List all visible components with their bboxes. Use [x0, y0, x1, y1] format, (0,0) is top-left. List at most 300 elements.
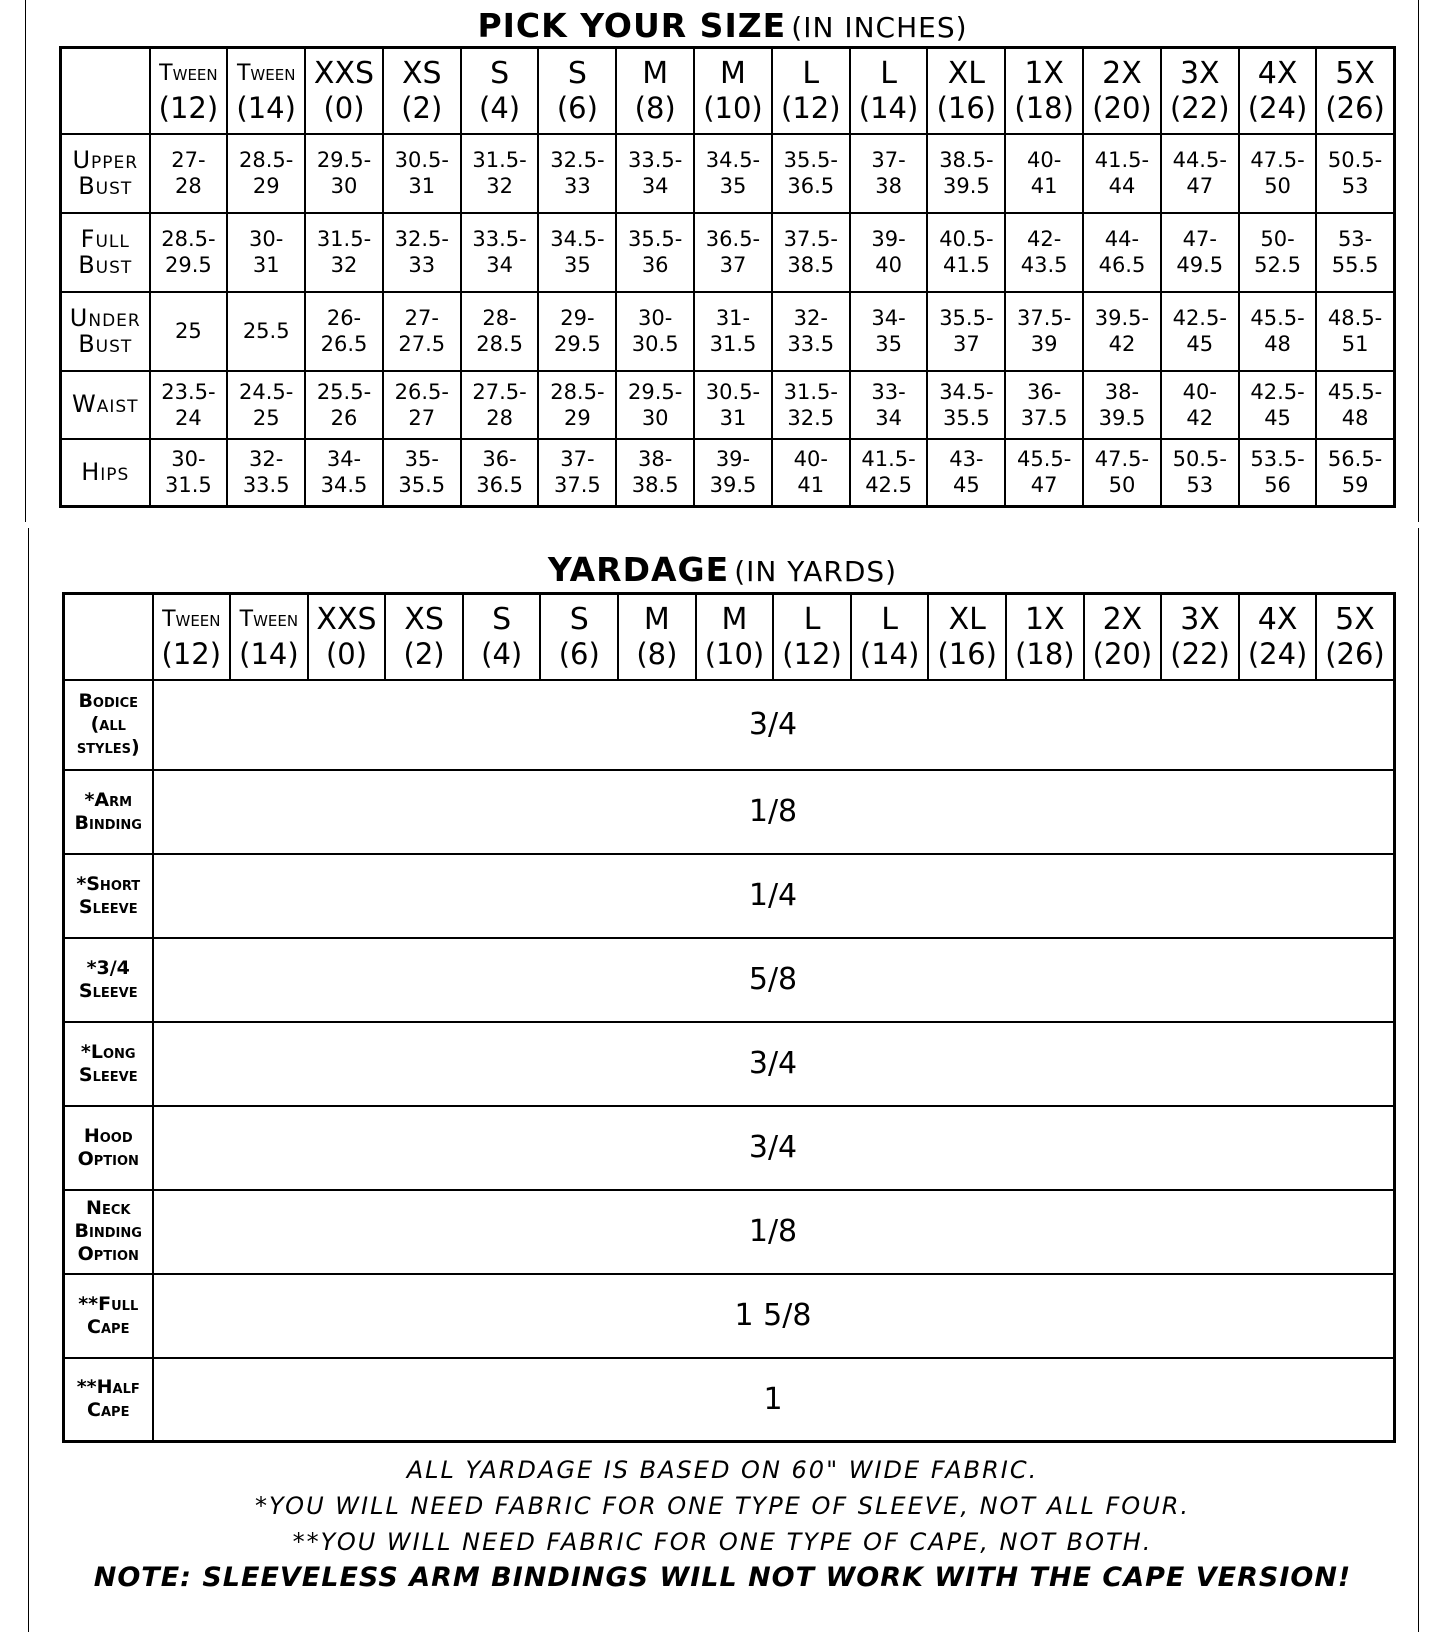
measurement-value-line: 49.5 [1176, 253, 1224, 277]
size-chart-cell [150, 439, 228, 507]
measurement-value-line: 39- [715, 447, 751, 472]
size-chart-cell [461, 371, 539, 439]
size-chart-row [61, 371, 1395, 439]
yardage-item-label-line: Sleeve [78, 1063, 138, 1086]
yardage-col-header [1006, 594, 1084, 680]
yardage-row-label [64, 854, 153, 938]
measurement-value-line: 35.5- [783, 148, 838, 172]
size-chart-cell [383, 371, 461, 439]
measurement-value-line: 30- [638, 306, 673, 330]
measurement-value-line: 29.5 [165, 253, 212, 277]
yardage-item-label-line: Sleeve [78, 979, 138, 1002]
measurement-value-line: 35.5- [628, 227, 683, 251]
yardage-title-text: YARDAGE [547, 550, 730, 589]
size-chart-cell [1316, 371, 1394, 439]
size-chart-cell [1005, 439, 1083, 507]
size-number: (6) [558, 636, 600, 671]
measurement-value-line: 45.5- [1250, 306, 1305, 330]
yardage-col-header [1239, 594, 1317, 680]
measurement-value-line: 27- [404, 306, 439, 330]
size-chart-header-corner [61, 48, 150, 134]
size-chart-cell [772, 439, 850, 507]
size-chart-table [59, 46, 1396, 508]
yardage-row [64, 938, 1395, 1022]
yardage-row [64, 680, 1395, 770]
size-label: 2X [1102, 601, 1143, 637]
measurement-value-line: 40.5- [939, 227, 994, 251]
measurement-value-line: 37 [719, 253, 747, 277]
measurement-value-line: 37.5 [1020, 405, 1068, 430]
measurement-value-line: 25 [175, 319, 202, 343]
yardage-col-header [463, 594, 541, 680]
size-number: (18) [1015, 636, 1075, 671]
yardage-item-label-line: Sleeve [78, 895, 138, 918]
size-chart-cell [1161, 439, 1239, 507]
measurement-value-line: 30- [249, 227, 284, 251]
yardage-item-label-line: Neck [86, 1197, 131, 1219]
size-number: (4) [481, 636, 523, 671]
yardage-col-header [540, 594, 618, 680]
size-chart-cell [227, 439, 305, 507]
size-chart-col-header [461, 48, 539, 134]
measurement-value-line: 24.5- [239, 379, 294, 404]
measurement-value-line: 36- [482, 447, 517, 472]
measurement-value-line: 31.5 [709, 332, 757, 356]
size-number: (0) [325, 636, 368, 671]
size-chart-cell [1316, 439, 1394, 507]
measurement-label-line: Bust [78, 251, 133, 279]
size-number: (0) [323, 90, 365, 125]
measurement-value-line: 27.5 [398, 332, 446, 356]
measurement-value-line: 29- [560, 306, 595, 330]
measurement-value-line: 34.5 [320, 473, 368, 498]
yardage-col-header [851, 594, 929, 680]
size-number: (12) [782, 636, 842, 671]
size-chart-cell [1083, 134, 1161, 213]
size-chart-cell [227, 292, 305, 371]
measurement-value-line: 36 [641, 253, 669, 277]
measurement-value-line: 34 [486, 253, 513, 277]
measurement-value-line: 36.5 [476, 473, 523, 498]
measurement-value-line: 47.5- [1250, 148, 1305, 172]
yardage-col-header [773, 594, 851, 680]
size-chart-cell [538, 292, 616, 371]
yardage-table [62, 592, 1396, 1443]
size-label: Tween [236, 60, 296, 86]
measurement-value-line: 45 [953, 473, 980, 498]
measurement-value-line: 39.5 [942, 174, 990, 198]
measurement-value-line: 37 [953, 332, 980, 356]
size-label: S [490, 55, 510, 91]
size-label: Tween [239, 606, 299, 632]
measurement-value-line: 45 [1186, 332, 1214, 356]
size-chart-header-row [61, 48, 1395, 134]
size-chart-cell [616, 371, 694, 439]
measurement-value-line: 44.5- [1172, 148, 1227, 172]
yardage-amount: 5/8 [748, 962, 798, 997]
measurement-value-line: 34.5- [939, 379, 994, 404]
size-chart-cell [850, 371, 928, 439]
size-chart-cell [1239, 371, 1317, 439]
measurement-value-line: 24 [175, 405, 202, 430]
size-chart-cell [1083, 292, 1161, 371]
size-label: 5X [1335, 55, 1375, 91]
measurement-value-line: 34.5- [550, 227, 605, 251]
measurement-value-line: 39.5 [709, 473, 757, 498]
measurement-value-line: 33 [564, 174, 591, 198]
size-chart-cell [383, 213, 461, 292]
size-chart-cell [461, 292, 539, 371]
measurement-value-line: 34 [641, 174, 669, 198]
measurement-value-line: 34.5- [705, 148, 761, 172]
measurement-value-line: 53- [1337, 227, 1373, 251]
size-chart-cell [305, 371, 383, 439]
yardage-value [153, 1106, 1395, 1190]
size-chart-cell [383, 134, 461, 213]
measurement-value-line: 42.5- [1172, 306, 1227, 330]
yardage-item-label-line: **Full [78, 1292, 139, 1315]
size-chart-col-header [538, 48, 616, 134]
size-chart-cell [1083, 371, 1161, 439]
size-number: (10) [704, 636, 765, 671]
size-chart-cell [305, 134, 383, 213]
yardage-row [64, 1190, 1395, 1274]
yardage-row [64, 1022, 1395, 1106]
measurement-value-line: 42.5 [865, 473, 912, 498]
yardage-value [153, 1190, 1395, 1274]
yardage-row-label [64, 1274, 153, 1358]
size-label: 4X [1257, 601, 1298, 637]
size-label: XS [401, 55, 442, 91]
measurement-value-line: 56.5- [1327, 447, 1383, 472]
measurement-value-line: 38- [1104, 379, 1140, 404]
yardage-col-header [308, 594, 386, 680]
measurement-value-line: 32- [249, 447, 284, 472]
measurement-value-line: 31.5- [783, 379, 838, 404]
yardage-subtitle: (IN YARDS) [734, 555, 898, 588]
measurement-value-line: 41.5- [1094, 148, 1150, 172]
measurement-value-line: 32- [793, 306, 828, 330]
measurement-value-line: 47.5- [1094, 447, 1150, 472]
size-number: (4) [479, 90, 521, 125]
measurement-value-line: 40- [1182, 379, 1217, 404]
yardage-col-header [1161, 594, 1239, 680]
measurement-value-line: 48.5- [1327, 306, 1383, 330]
size-number: (12) [781, 90, 841, 125]
size-number: (6) [556, 90, 598, 125]
yardage-col-header [1316, 594, 1394, 680]
measurement-value-line: 48 [1341, 405, 1369, 430]
measurement-value-line: 33 [408, 253, 436, 277]
measurement-value-line: 35.5- [939, 306, 994, 330]
size-number: (20) [1092, 90, 1152, 125]
size-chart-cell [305, 292, 383, 371]
measurement-value-line: 41 [1030, 174, 1058, 198]
measurement-value-line: 26.5 [320, 332, 368, 356]
yardage-col-header [230, 594, 308, 680]
size-chart-row-label [61, 213, 150, 292]
yardage-item-label-line: (all [90, 713, 126, 735]
yardage-item-label-line: *3/4 [86, 956, 130, 979]
measurement-value-line: 51 [1341, 332, 1369, 356]
size-number: (8) [634, 90, 676, 125]
yardage-amount: 1/4 [748, 878, 798, 913]
size-label: XL [947, 55, 985, 91]
measurement-value-line: 45.5- [1327, 379, 1383, 404]
size-number: (14) [239, 636, 299, 671]
size-chart-cell [850, 439, 928, 507]
yardage-row [64, 1358, 1395, 1442]
measurement-value-line: 29.5- [316, 148, 372, 172]
size-chart-cell [1316, 134, 1394, 213]
size-chart-cell [850, 213, 928, 292]
size-chart-row [61, 439, 1395, 507]
size-chart-cell [850, 134, 928, 213]
yardage-amount: 3/4 [748, 1046, 798, 1081]
size-chart-cell [1161, 292, 1239, 371]
measurement-value-line: 40 [875, 253, 902, 277]
size-chart-title-text: PICK YOUR SIZE [477, 6, 787, 45]
size-number: (8) [636, 636, 678, 671]
measurement-value-line: 31.5 [165, 473, 212, 498]
measurement-value-line: 37.5- [1016, 306, 1072, 330]
measurement-value-line: 44 [1108, 174, 1136, 198]
size-label: 3X [1179, 55, 1220, 91]
size-chart-cell [383, 292, 461, 371]
yardage-col-header [153, 594, 231, 680]
measurement-value-line: 28.5- [550, 379, 605, 404]
yardage-title [0, 548, 1445, 592]
measurement-value-line: 40- [793, 447, 828, 472]
size-chart-col-header [927, 48, 1005, 134]
measurement-value-line: 48 [1264, 332, 1291, 356]
size-number: (14) [859, 636, 920, 671]
yardage-row-label [64, 938, 153, 1022]
size-label: S [567, 55, 587, 91]
yardage-col-header [928, 594, 1006, 680]
measurement-value-line: 37.5- [783, 227, 838, 251]
size-number: (18) [1014, 90, 1074, 125]
left-margin-line-top [25, 0, 26, 522]
measurement-value-line: 35 [564, 253, 591, 277]
size-chart-cell [227, 371, 305, 439]
measurement-value-line: 36- [1027, 379, 1062, 404]
yardage-item-label-line: *Long [80, 1040, 136, 1063]
note-sleeve-fabric: *YOU WILL NEED FABRIC FOR ONE TYPE OF SLEEVE, NOT ALL FOUR. [254, 1492, 1191, 1520]
measurement-value-line: 52.5 [1254, 253, 1301, 277]
size-chart-cell [150, 371, 228, 439]
measurement-value-line: 32.5 [787, 405, 835, 430]
yardage-item-label-line: Bodice [78, 690, 139, 712]
size-label: L [881, 601, 898, 637]
size-number: (26) [1325, 90, 1385, 125]
measurement-value-line: 36.5 [787, 174, 835, 198]
size-chart-cell [1239, 439, 1317, 507]
measurement-value-line: 31.5- [316, 227, 372, 251]
measurement-value-line: 31 [719, 405, 747, 430]
measurement-value-line: 39 [1030, 332, 1058, 356]
yardage-value [153, 770, 1395, 854]
measurement-value-line: 27- [171, 148, 206, 172]
size-chart-col-header [1005, 48, 1083, 134]
measurement-value-line: 28- [482, 306, 517, 330]
size-chart-cell [927, 439, 1005, 507]
size-chart-cell [616, 213, 694, 292]
size-number: (12) [161, 636, 222, 671]
yardage-item-label-line: styles) [76, 736, 140, 758]
size-label: 1X [1024, 55, 1064, 91]
measurement-value-line: 31.5- [472, 148, 527, 172]
measurement-value-line: 26 [330, 405, 358, 430]
measurement-value-line: 34- [871, 306, 906, 330]
size-label: L [803, 601, 821, 637]
size-number: (16) [937, 636, 997, 671]
size-label: XXS [316, 601, 377, 637]
measurement-value-line: 33.5 [787, 332, 835, 356]
measurement-value-line: 30- [171, 447, 206, 472]
measurement-value-line: 35 [875, 332, 902, 356]
yardage-row [64, 854, 1395, 938]
yardage-item-label-line: Cape [87, 1399, 130, 1422]
measurement-value-line: 42 [1186, 405, 1214, 430]
measurement-value-line: 28.5 [476, 332, 523, 356]
measurement-value-line: 47- [1182, 227, 1217, 251]
size-chart-col-header [772, 48, 850, 134]
size-label: L [880, 55, 897, 91]
size-chart-cell [616, 134, 694, 213]
size-chart-col-header [850, 48, 928, 134]
size-number: (20) [1092, 636, 1153, 671]
measurement-value-line: 50- [1260, 227, 1295, 251]
size-chart-cell [1083, 213, 1161, 292]
measurement-value-line: 53 [1341, 174, 1369, 198]
yardage-row-label [64, 1190, 153, 1274]
yardage-amount: 3/4 [748, 1130, 798, 1165]
measurement-value-line: 23.5- [161, 379, 216, 404]
size-chart-cell [772, 213, 850, 292]
size-number: (2) [401, 90, 443, 125]
yardage-row-label [64, 1358, 153, 1442]
measurement-label-line: Bust [78, 330, 133, 358]
size-number: (16) [936, 90, 997, 125]
measurement-value-line: 44- [1104, 227, 1140, 251]
measurement-value-line: 50 [1264, 174, 1291, 198]
size-chart-cell [227, 134, 305, 213]
measurement-value-line: 34- [326, 447, 362, 472]
measurement-value-line: 26- [326, 306, 362, 330]
size-chart-cell [1083, 439, 1161, 507]
yardage-col-header [1084, 594, 1162, 680]
measurement-value-line: 53 [1186, 473, 1214, 498]
yardage-item-label-line: Option [77, 1243, 139, 1265]
size-chart-cell [1005, 134, 1083, 213]
yardage-header-corner [64, 594, 153, 680]
size-number: (10) [703, 90, 763, 125]
size-chart-cell [461, 213, 539, 292]
size-chart-cell [694, 439, 772, 507]
measurement-value-line: 32 [486, 174, 513, 198]
note-sleeveless-warning: NOTE: SLEEVELESS ARM BINDINGS WILL NOT WORK WITH THE CAPE VERSION! [93, 1562, 1352, 1593]
size-number: (26) [1325, 636, 1385, 671]
size-chart-cell [383, 439, 461, 507]
yardage-item-label-line: Binding [74, 1220, 142, 1242]
measurement-value-line: 53.5- [1250, 447, 1305, 472]
size-label: 4X [1257, 55, 1298, 91]
measurement-value-line: 36.5- [705, 227, 761, 251]
measurement-label-line: Under [69, 303, 141, 332]
yardage-row [64, 1106, 1395, 1190]
measurement-value-line: 25.5- [316, 379, 372, 404]
yardage-value [153, 854, 1395, 938]
measurement-value-line: 56 [1264, 473, 1291, 498]
size-chart-cell [694, 134, 772, 213]
measurement-value-line: 38.5 [631, 473, 679, 498]
measurement-label-line: Hips [81, 458, 130, 487]
size-chart-cell [927, 292, 1005, 371]
size-label: 5X [1335, 601, 1375, 637]
measurement-value-line: 47 [1186, 174, 1214, 198]
size-chart-row-label [61, 439, 150, 507]
yardage-amount: 1 [763, 1381, 783, 1417]
size-number: (24) [1247, 636, 1308, 671]
measurement-value-line: 30 [641, 405, 669, 430]
size-label: XL [948, 601, 986, 637]
yardage-row-label [64, 1022, 153, 1106]
size-chart-cell [538, 134, 616, 213]
size-label: M [721, 601, 748, 637]
size-chart-col-header [1239, 48, 1317, 134]
size-number: (2) [403, 636, 445, 671]
measurement-value-line: 32 [330, 253, 358, 277]
measurement-value-line: 35 [719, 174, 747, 198]
size-chart-cell [1239, 292, 1317, 371]
yardage-amount: 1/8 [748, 794, 798, 829]
yardage-item-label-line: Cape [87, 1315, 130, 1338]
size-label: Tween [159, 60, 218, 86]
measurement-value-line: 41 [797, 473, 825, 498]
size-chart-cell [927, 213, 1005, 292]
size-chart-cell [1239, 134, 1317, 213]
size-chart-row [61, 292, 1395, 371]
measurement-value-line: 37- [871, 148, 906, 172]
yardage-value [153, 1358, 1395, 1442]
measurement-value-line: 59 [1341, 473, 1369, 498]
measurement-value-line: 47 [1030, 473, 1058, 498]
size-label: M [720, 55, 746, 91]
size-chart-cell [538, 371, 616, 439]
measurement-value-line: 27.5- [472, 379, 527, 404]
size-label: S [569, 601, 589, 637]
measurement-value-line: 30.5 [631, 332, 679, 356]
measurement-value-line: 50 [1108, 473, 1136, 498]
measurement-label-line: Waist [71, 390, 139, 419]
measurement-value-line: 33.5- [472, 227, 527, 251]
measurement-label-line: Bust [78, 172, 133, 200]
measurement-value-line: 29 [252, 174, 280, 198]
measurement-value-line: 37- [560, 447, 595, 472]
size-chart-cell [772, 134, 850, 213]
size-chart-cell [927, 134, 1005, 213]
measurement-value-line: 43- [949, 447, 984, 472]
measurement-value-line: 39.5- [1094, 306, 1150, 330]
yardage-amount: 1 5/8 [734, 1298, 812, 1333]
measurement-value-line: 32.5- [394, 227, 449, 251]
size-chart-row-label [61, 134, 150, 213]
size-chart-cell [694, 371, 772, 439]
size-chart-row [61, 213, 1395, 292]
size-chart-cell [305, 213, 383, 292]
measurement-value-line: 35- [404, 447, 439, 472]
